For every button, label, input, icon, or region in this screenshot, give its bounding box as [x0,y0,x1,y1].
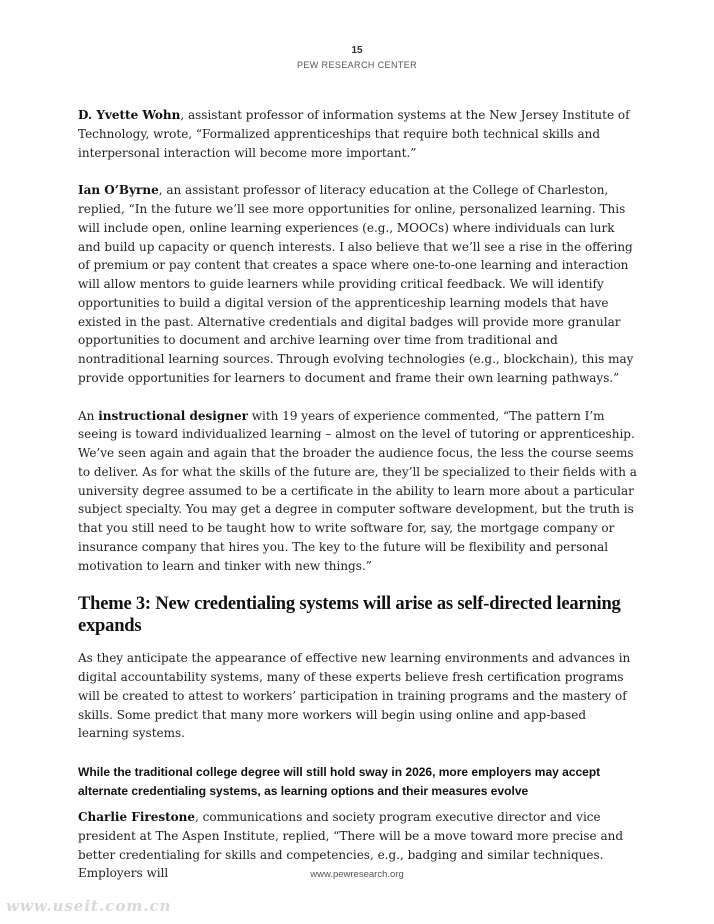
paragraph-text: , assistant professor of information systems at the New Jersey Institute of Technology, wrote, “Formalized apprenticeships that require both technical skills and interpersonal interaction will become more important.” [78,108,630,160]
quote-paragraph-wohn [78,106,638,162]
paragraph-text: with 19 years of experience commented, “The pattern I’m seeing is toward individualized learning – almost on the level of tutoring or apprenticeship. We’ve seen again and again that the broader the audience focus, the less the course seems to deliver. As for what the skills of the future are, they’ll be specialized to their fields with a university degree assumed to be a certificate in the ability to learn more about a particular subject specialty. You may get a degree in computer software development, but the truth is that you still need to be taught how to write software for, say, the mortgage company or insurance company that hires you. The key to the future will be flexibility and personal motivation to learn and tinker with new things.” [78,408,637,573]
page-number: 15 [351,45,363,56]
speaker-name: Charlie Firestone [78,810,195,824]
paragraph-text: , an assistant professor of literacy education at the College of Charleston, replied, “In the future we’ll see more opportunities for online, personalized learning. This will include open, online learning experiences (e.g., MOOCs) where individuals can lurk and build up capacity or quench interests. I also believe that we’ll see a rise in the offering of premium or pay content that creates a space where one-to-one learning and interaction will allow mentors to guide learners while providing critical feedback. We will identify opportunities to build a digital version of the apprenticeship learning models that have existed in the past. Alternative credentials and digital badges will provide more granular opportunities to document and archive learning over time from traditional and nontraditional learning sources. Through evolving technologies (e.g., blockchain), this may provide opportunities for learners to document and frame their own learning pathways.” [78,183,634,385]
speaker-name: D. Yvette Wohn [78,108,181,122]
organization-name: PEW RESEARCH CENTER [296,60,418,70]
paragraph-text: , communications and society program executive director and vice president at The Aspen Institute, replied, “There will be a move toward more precise and better credentialing for skills and competencies, e.g., badging and similar techniques. Employers will [78,810,624,881]
quote-paragraph-instructional-designer [78,407,638,576]
quote-paragraph-obyrne [78,181,638,387]
speaker-name: instructional designer [98,408,248,423]
watermark: www.useit.com.cn [6,897,172,915]
page-content [78,106,638,883]
theme-heading: Theme 3: New credentialing systems will arise as self-directed learning expands [78,594,621,637]
section-subheading: While the traditional college degree will still hold sway in 2026, more employers may accept alternate credentialing systems, as learning options and their measures evolve [78,765,601,798]
page-header [0,44,714,72]
speaker-name: Ian O’Byrne [78,183,159,198]
theme-intro-paragraph: As they anticipate the appearance of effective new learning environments and advances in digital accountability systems, many of these experts believe fresh certification programs will be created to attest to workers’ participation in training programs and the mastery of skills. Some predict that many more workers will begin using online and app-based learning systems. [78,651,631,741]
footer-url: www.pewresearch.org [310,869,404,880]
paragraph-prefix: An [78,408,99,423]
